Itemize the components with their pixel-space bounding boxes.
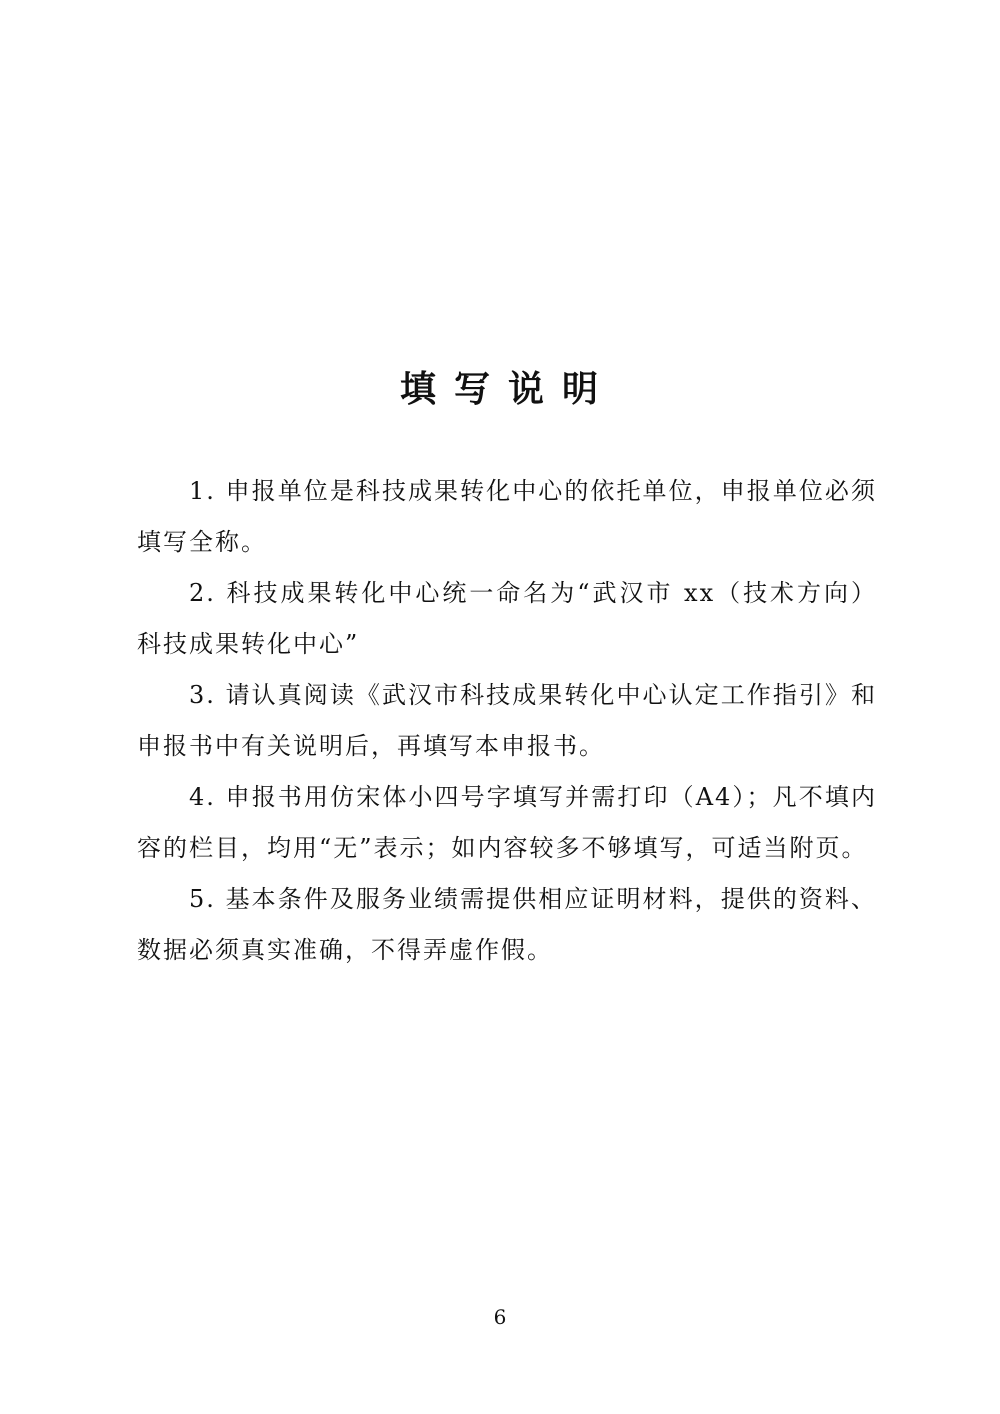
instructions-list: [137, 466, 877, 976]
instruction-item-2: 2. 科技成果转化中心统一命名为“武汉市 xx（技术方向）科技成果转化中心”: [137, 579, 877, 658]
page-title: 填写说明: [399, 369, 616, 410]
page-number: 6: [493, 1305, 507, 1329]
instruction-item-5: 5. 基本条件及服务业绩需提供相应证明材料，提供的资料、数据必须真实准确，不得弄虚作假。: [137, 885, 877, 964]
instruction-item-4: 4. 申报书用仿宋体小四号字填写并需打印（A4）；凡不填内容的栏目，均用“无”表示；如内容较多不够填写，可适当附页。: [137, 783, 877, 862]
instruction-item-3: 3. 请认真阅读《武汉市科技成果转化中心认定工作指引》和申报书中有关说明后，再填写本申报书。: [137, 681, 877, 760]
instruction-item-1: 1. 申报单位是科技成果转化中心的依托单位，申报单位必须填写全称。: [137, 477, 877, 556]
